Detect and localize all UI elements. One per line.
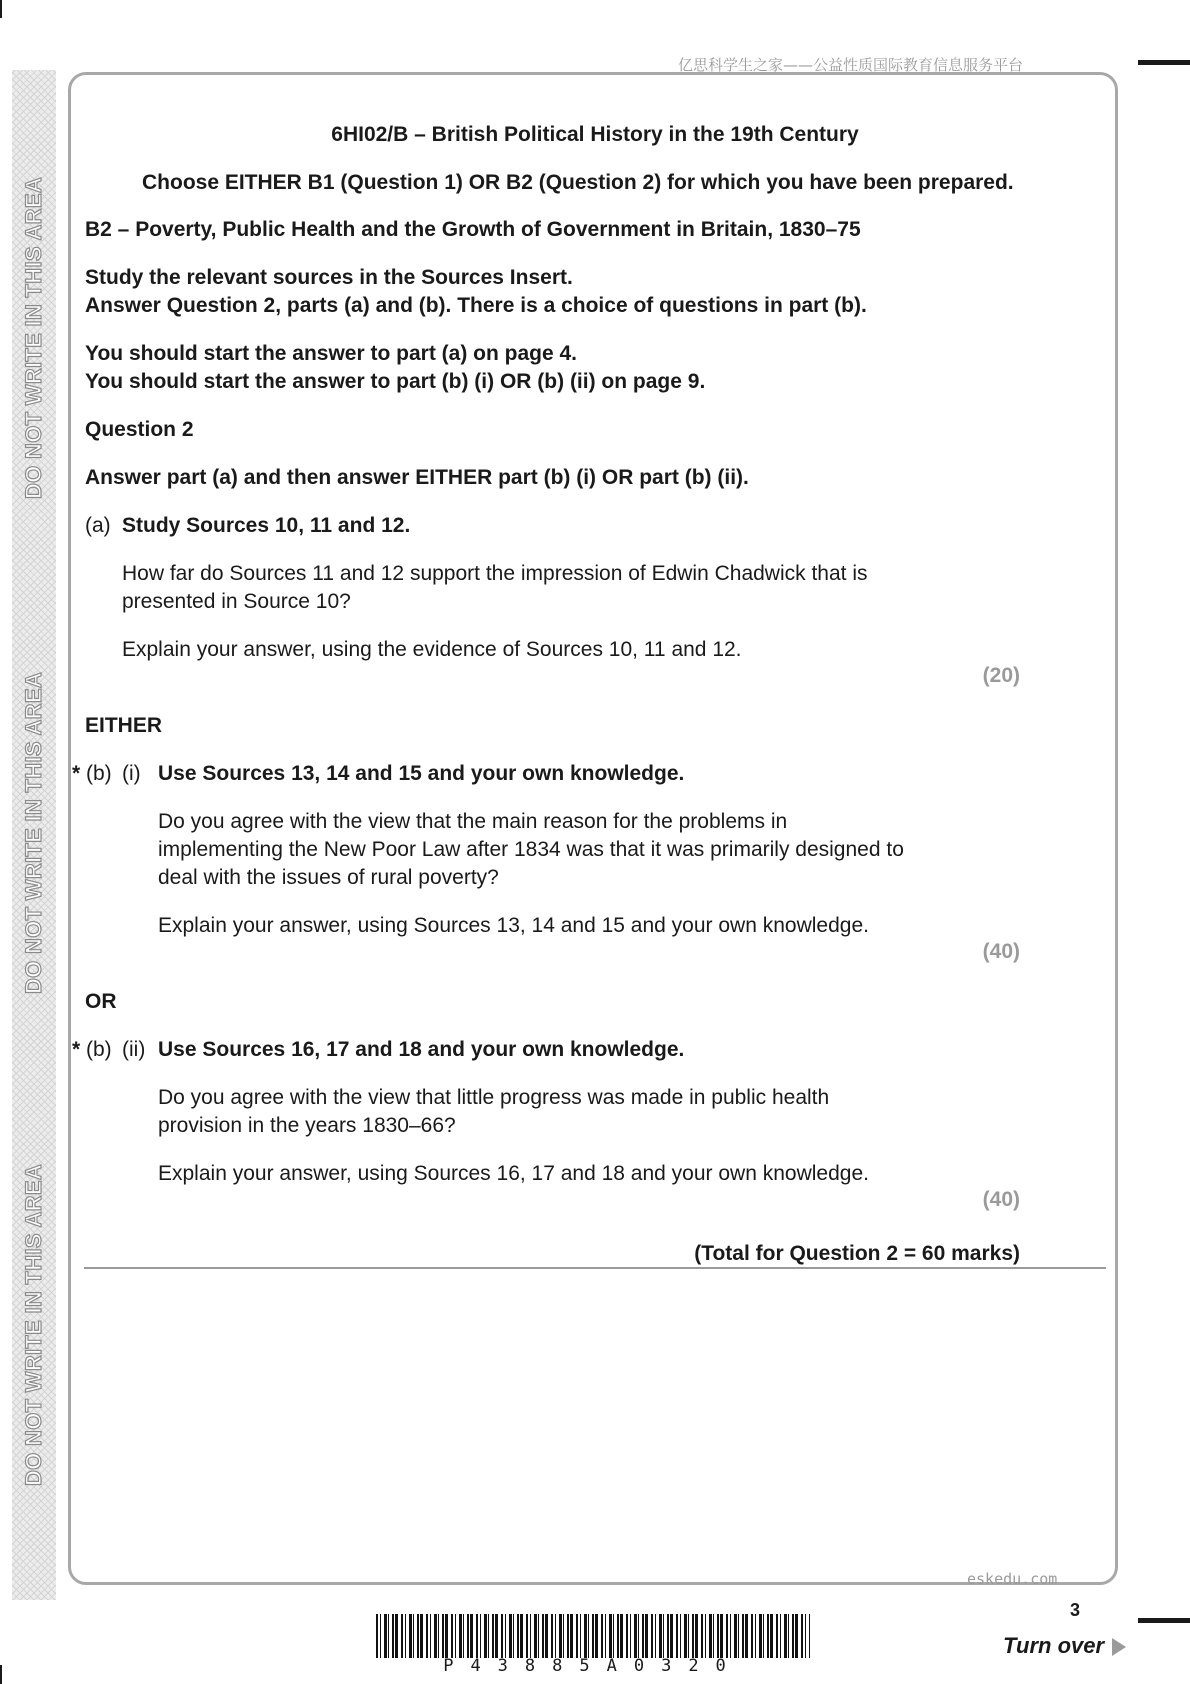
part-a-explain: Explain your answer, using the evidence of Sources 10, 11 and 12.: [122, 638, 742, 661]
part-b-i-marks: (40): [982, 940, 1020, 963]
crop-mark: [0, 1665, 2, 1684]
part-instruction: Answer part (a) and then answer EITHER part (b) (i) OR part (b) (ii).: [85, 466, 749, 489]
part-b-i-question: Do you agree with the view that the main reason for the problems in: [158, 810, 788, 833]
part-a-marks: (20): [982, 664, 1020, 687]
footer-watermark: eskedu.com: [967, 1570, 1058, 1588]
do-not-write-label: DO NOT WRITE IN THIS AREA: [21, 1163, 46, 1487]
star-marker: *: [72, 1038, 81, 1061]
part-b-label: (b): [86, 1038, 112, 1061]
part-b-ii-sub: (ii): [122, 1038, 146, 1061]
part-b-ii-marks: (40): [982, 1188, 1020, 1211]
part-b-i-question: implementing the New Poor Law after 1834 was that it was primarily designed to: [158, 838, 904, 861]
part-b-ii-explain: Explain your answer, using Sources 16, 17 and 18 and your own knowledge.: [158, 1162, 869, 1185]
part-b-i-task: Use Sources 13, 14 and 15 and your own knowledge.: [158, 762, 685, 785]
choose-instruction: Choose EITHER B1 (Question 1) OR B2 (Question 2) for which you have been prepared.: [142, 171, 1014, 194]
start-instruction: You should start the answer to part (a) on page 4.: [85, 342, 578, 365]
turn-over-label: Turn over: [1003, 1633, 1105, 1658]
divider-rule: [84, 1267, 1106, 1269]
start-instruction: You should start the answer to part (b) (i) OR (b) (ii) on page 9.: [85, 370, 706, 393]
part-b-i-explain: Explain your answer, using Sources 13, 14 and 15 and your own knowledge.: [158, 914, 869, 937]
part-b-label: (b): [86, 762, 112, 785]
crop-mark: [0, 0, 2, 18]
part-a-task: Study Sources 10, 11 and 12.: [122, 514, 411, 537]
barcode-text: P43885A0320: [443, 1656, 743, 1676]
total-marks: (Total for Question 2 = 60 marks): [694, 1242, 1020, 1265]
do-not-write-label: DO NOT WRITE IN THIS AREA: [21, 176, 46, 500]
or-label: OR: [85, 990, 117, 1013]
star-marker: *: [72, 762, 81, 785]
header-watermark: 亿思科学生之家——公益性质国际教育信息服务平台: [678, 56, 1024, 74]
question-heading: Question 2: [85, 418, 194, 441]
part-b-ii-question: provision in the years 1830–66?: [158, 1114, 456, 1137]
barcode: [376, 1614, 810, 1658]
turn-over-arrow-icon: [1112, 1638, 1126, 1656]
paper-title: 6HI02/B – British Political History in the 19th Century: [331, 123, 859, 146]
page-number: 3: [1070, 1600, 1081, 1620]
part-a-question: presented in Source 10?: [122, 590, 351, 613]
part-b-ii-task: Use Sources 16, 17 and 18 and your own knowledge.: [158, 1038, 685, 1061]
crop-mark: [1138, 60, 1190, 65]
either-label: EITHER: [85, 714, 163, 737]
crop-mark: [1138, 1618, 1190, 1623]
part-b-ii-question: Do you agree with the view that little progress was made in public health: [158, 1086, 830, 1109]
do-not-write-label: DO NOT WRITE IN THIS AREA: [21, 671, 46, 995]
part-a-label: (a): [85, 514, 111, 537]
answer-instruction: Answer Question 2, parts (a) and (b). There is a choice of questions in part (b).: [85, 294, 867, 317]
part-b-i-question: deal with the issues of rural poverty?: [158, 866, 499, 889]
option-title: B2 – Poverty, Public Health and the Growth of Government in Britain, 1830–75: [85, 218, 861, 241]
study-instruction: Study the relevant sources in the Sources Insert.: [85, 266, 573, 289]
part-b-i-sub: (i): [122, 762, 141, 785]
part-a-question: How far do Sources 11 and 12 support the impression of Edwin Chadwick that is: [122, 562, 868, 585]
